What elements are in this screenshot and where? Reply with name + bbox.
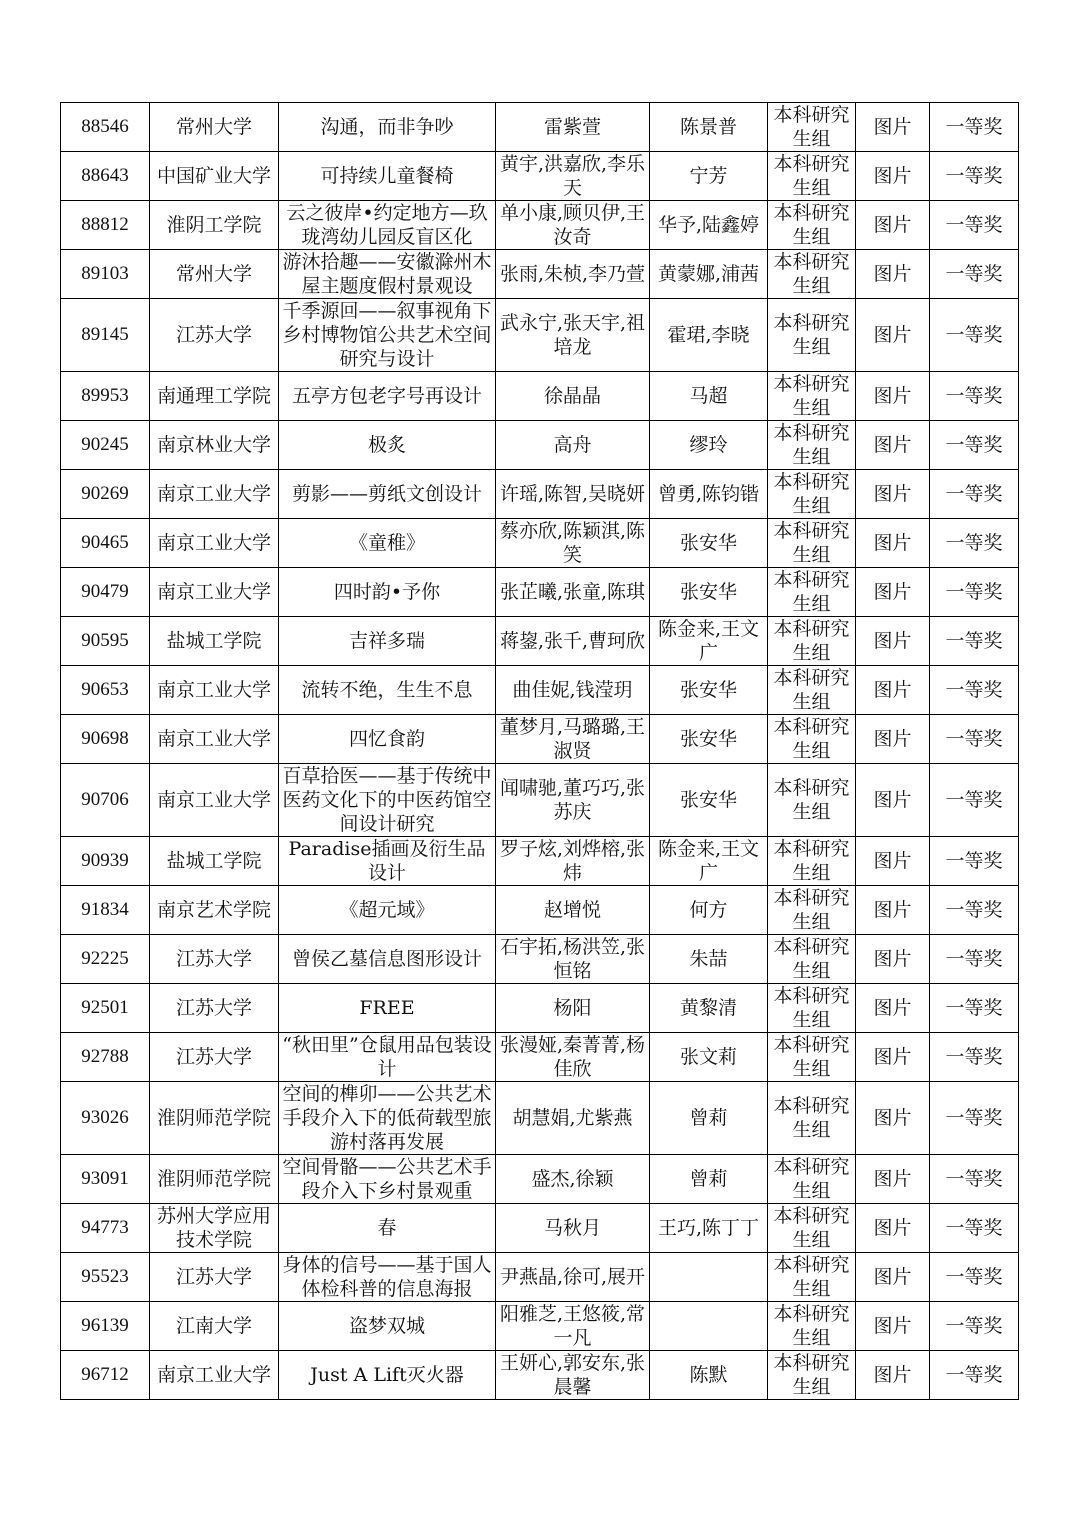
- cell-category: 本科研究生组: [768, 764, 856, 837]
- cell-award: 一等奖: [930, 1253, 1019, 1302]
- cell-title: 极炙: [279, 421, 496, 470]
- cell-category: 本科研究生组: [768, 470, 856, 519]
- cell-title: 流转不绝，生生不息: [279, 666, 496, 715]
- cell-type: 图片: [856, 764, 930, 837]
- cell-title: Just A Lift灭火器: [279, 1351, 496, 1400]
- cell-category: 本科研究生组: [768, 1033, 856, 1082]
- cell-authors: 杨阳: [496, 984, 650, 1033]
- cell-award: 一等奖: [930, 103, 1019, 152]
- cell-school: 江苏大学: [150, 1253, 279, 1302]
- cell-category: 本科研究生组: [768, 837, 856, 886]
- cell-type: 图片: [856, 666, 930, 715]
- cell-type: 图片: [856, 250, 930, 299]
- cell-authors: 张雨,朱桢,李乃萱: [496, 250, 650, 299]
- table-row: [61, 152, 1019, 201]
- cell-award: 一等奖: [930, 201, 1019, 250]
- cell-title: 五亭方包老字号再设计: [279, 372, 496, 421]
- cell-school: 苏州大学应用技术学院: [150, 1204, 279, 1253]
- cell-school: 淮阴工学院: [150, 201, 279, 250]
- table-row: [61, 1082, 1019, 1155]
- cell-award: 一等奖: [930, 984, 1019, 1033]
- cell-id: 92501: [61, 984, 150, 1033]
- cell-award: 一等奖: [930, 519, 1019, 568]
- cell-category: 本科研究生组: [768, 1302, 856, 1351]
- cell-id: 90595: [61, 617, 150, 666]
- cell-type: 图片: [856, 1033, 930, 1082]
- table-row: [61, 1351, 1019, 1400]
- cell-authors: 蔡亦欣,陈颖淇,陈笑: [496, 519, 650, 568]
- cell-category: 本科研究生组: [768, 421, 856, 470]
- cell-id: 93026: [61, 1082, 150, 1155]
- cell-school: 南京艺术学院: [150, 886, 279, 935]
- table-row: [61, 421, 1019, 470]
- cell-title: 四时韵•予你: [279, 568, 496, 617]
- table-row: [61, 764, 1019, 837]
- cell-award: 一等奖: [930, 299, 1019, 372]
- cell-award: 一等奖: [930, 1033, 1019, 1082]
- cell-id: 92225: [61, 935, 150, 984]
- table-row: [61, 470, 1019, 519]
- cell-advisors: 陈默: [650, 1351, 768, 1400]
- cell-id: 95523: [61, 1253, 150, 1302]
- cell-authors: 高舟: [496, 421, 650, 470]
- cell-award: 一等奖: [930, 666, 1019, 715]
- cell-type: 图片: [856, 1155, 930, 1204]
- cell-school: 南京工业大学: [150, 568, 279, 617]
- cell-id: 91834: [61, 886, 150, 935]
- cell-advisors: 马超: [650, 372, 768, 421]
- cell-award: 一等奖: [930, 568, 1019, 617]
- cell-authors: 尹燕晶,徐可,展开: [496, 1253, 650, 1302]
- cell-title: 曾侯乙墓信息图形设计: [279, 935, 496, 984]
- cell-type: 图片: [856, 201, 930, 250]
- cell-advisors: 曾莉: [650, 1082, 768, 1155]
- cell-award: 一等奖: [930, 1204, 1019, 1253]
- cell-advisors: 宁芳: [650, 152, 768, 201]
- cell-authors: 石宇拓,杨洪笠,张恒铭: [496, 935, 650, 984]
- cell-type: 图片: [856, 837, 930, 886]
- cell-id: 88643: [61, 152, 150, 201]
- cell-award: 一等奖: [930, 250, 1019, 299]
- table-row: [61, 568, 1019, 617]
- cell-advisors: 张文莉: [650, 1033, 768, 1082]
- cell-school: 江苏大学: [150, 935, 279, 984]
- cell-award: 一等奖: [930, 470, 1019, 519]
- cell-id: 90939: [61, 837, 150, 886]
- cell-title: 百草拾医——基于传统中医药文化下的中医药馆空间设计研究: [279, 764, 496, 837]
- cell-id: 90706: [61, 764, 150, 837]
- table-row: [61, 886, 1019, 935]
- cell-type: 图片: [856, 1253, 930, 1302]
- cell-type: 图片: [856, 715, 930, 764]
- cell-advisors: 黄蒙娜,浦茜: [650, 250, 768, 299]
- cell-school: 盐城工学院: [150, 837, 279, 886]
- cell-category: 本科研究生组: [768, 568, 856, 617]
- cell-type: 图片: [856, 470, 930, 519]
- table-row: [61, 1204, 1019, 1253]
- cell-authors: 曲佳妮,钱滢玥: [496, 666, 650, 715]
- cell-advisors: 张安华: [650, 519, 768, 568]
- cell-advisors: [650, 1302, 768, 1351]
- cell-type: 图片: [856, 1082, 930, 1155]
- cell-school: 南京林业大学: [150, 421, 279, 470]
- cell-authors: 单小康,顾贝伊,王汝奇: [496, 201, 650, 250]
- cell-type: 图片: [856, 568, 930, 617]
- cell-advisors: 张安华: [650, 715, 768, 764]
- table-row: [61, 103, 1019, 152]
- table-row: [61, 1033, 1019, 1082]
- cell-title: 盗梦双城: [279, 1302, 496, 1351]
- cell-authors: 雷紫萱: [496, 103, 650, 152]
- cell-authors: 赵增悦: [496, 886, 650, 935]
- cell-advisors: 张安华: [650, 568, 768, 617]
- table-row: [61, 250, 1019, 299]
- cell-award: 一等奖: [930, 886, 1019, 935]
- cell-category: 本科研究生组: [768, 935, 856, 984]
- cell-authors: 武永宁,张天宇,祖培龙: [496, 299, 650, 372]
- cell-advisors: 黄黎清: [650, 984, 768, 1033]
- cell-id: 88546: [61, 103, 150, 152]
- cell-school: 江苏大学: [150, 299, 279, 372]
- cell-category: 本科研究生组: [768, 715, 856, 764]
- table-row: [61, 666, 1019, 715]
- cell-advisors: 陈金来,王文广: [650, 617, 768, 666]
- cell-category: 本科研究生组: [768, 152, 856, 201]
- cell-type: 图片: [856, 886, 930, 935]
- cell-title: 游沐拾趣——安徽滁州木屋主题度假村景观设: [279, 250, 496, 299]
- cell-title: 空间的榫卯——公共艺术手段介入下的低荷载型旅游村落再发展: [279, 1082, 496, 1155]
- cell-award: 一等奖: [930, 421, 1019, 470]
- cell-school: 南京工业大学: [150, 764, 279, 837]
- cell-authors: 盛杰,徐颖: [496, 1155, 650, 1204]
- cell-school: 中国矿业大学: [150, 152, 279, 201]
- cell-type: 图片: [856, 1204, 930, 1253]
- cell-school: 盐城工学院: [150, 617, 279, 666]
- cell-type: 图片: [856, 152, 930, 201]
- cell-title: 四忆食韵: [279, 715, 496, 764]
- table-row: [61, 984, 1019, 1033]
- cell-school: 南京工业大学: [150, 1351, 279, 1400]
- cell-type: 图片: [856, 299, 930, 372]
- cell-school: 南京工业大学: [150, 666, 279, 715]
- cell-authors: 徐晶晶: [496, 372, 650, 421]
- table-body: [61, 103, 1019, 1400]
- cell-authors: 董梦月,马璐璐,王淑贤: [496, 715, 650, 764]
- cell-authors: 许瑶,陈智,吴晓妍: [496, 470, 650, 519]
- cell-category: 本科研究生组: [768, 1082, 856, 1155]
- cell-category: 本科研究生组: [768, 299, 856, 372]
- cell-advisors: 张安华: [650, 764, 768, 837]
- cell-title: 吉祥多瑞: [279, 617, 496, 666]
- cell-type: 图片: [856, 935, 930, 984]
- cell-type: 图片: [856, 421, 930, 470]
- cell-title: 《童稚》: [279, 519, 496, 568]
- cell-authors: 蒋鋆,张千,曹珂欣: [496, 617, 650, 666]
- cell-school: 淮阴师范学院: [150, 1155, 279, 1204]
- cell-school: 淮阴师范学院: [150, 1082, 279, 1155]
- cell-id: 96712: [61, 1351, 150, 1400]
- cell-title: 可持续儿童餐椅: [279, 152, 496, 201]
- cell-school: 江苏大学: [150, 1033, 279, 1082]
- cell-category: 本科研究生组: [768, 103, 856, 152]
- table-row: [61, 1302, 1019, 1351]
- cell-award: 一等奖: [930, 372, 1019, 421]
- cell-school: 江苏大学: [150, 984, 279, 1033]
- cell-title: 春: [279, 1204, 496, 1253]
- cell-authors: 罗子炫,刘烨榕,张炜: [496, 837, 650, 886]
- cell-type: 图片: [856, 1302, 930, 1351]
- cell-id: 94773: [61, 1204, 150, 1253]
- cell-category: 本科研究生组: [768, 617, 856, 666]
- cell-award: 一等奖: [930, 935, 1019, 984]
- cell-authors: 闻啸驰,董巧巧,张苏庆: [496, 764, 650, 837]
- table-row: [61, 617, 1019, 666]
- cell-award: 一等奖: [930, 1082, 1019, 1155]
- table-row: [61, 1155, 1019, 1204]
- cell-id: 96139: [61, 1302, 150, 1351]
- cell-type: 图片: [856, 617, 930, 666]
- cell-id: 90653: [61, 666, 150, 715]
- cell-school: 常州大学: [150, 103, 279, 152]
- cell-id: 90479: [61, 568, 150, 617]
- cell-school: 江南大学: [150, 1302, 279, 1351]
- cell-school: 南京工业大学: [150, 715, 279, 764]
- cell-id: 90465: [61, 519, 150, 568]
- cell-authors: 王妍心,郭安东,张晨馨: [496, 1351, 650, 1400]
- cell-category: 本科研究生组: [768, 250, 856, 299]
- cell-advisors: [650, 1253, 768, 1302]
- cell-advisors: 陈景普: [650, 103, 768, 152]
- cell-school: 南京工业大学: [150, 470, 279, 519]
- cell-advisors: 霍珺,李晓: [650, 299, 768, 372]
- cell-award: 一等奖: [930, 152, 1019, 201]
- cell-category: 本科研究生组: [768, 886, 856, 935]
- cell-id: 88812: [61, 201, 150, 250]
- cell-id: 90269: [61, 470, 150, 519]
- cell-category: 本科研究生组: [768, 1204, 856, 1253]
- cell-title: FREE: [279, 984, 496, 1033]
- table-row: [61, 837, 1019, 886]
- cell-award: 一等奖: [930, 617, 1019, 666]
- cell-school: 南京工业大学: [150, 519, 279, 568]
- cell-advisors: 王巧,陈丁丁: [650, 1204, 768, 1253]
- cell-id: 92788: [61, 1033, 150, 1082]
- cell-title: 沟通，而非争吵: [279, 103, 496, 152]
- cell-type: 图片: [856, 519, 930, 568]
- cell-id: 93091: [61, 1155, 150, 1204]
- cell-advisors: 朱喆: [650, 935, 768, 984]
- cell-category: 本科研究生组: [768, 372, 856, 421]
- cell-category: 本科研究生组: [768, 201, 856, 250]
- cell-type: 图片: [856, 1351, 930, 1400]
- cell-category: 本科研究生组: [768, 666, 856, 715]
- cell-title: “秋田里”仓鼠用品包装设计: [279, 1033, 496, 1082]
- cell-advisors: 陈金来,王文广: [650, 837, 768, 886]
- cell-advisors: 缪玲: [650, 421, 768, 470]
- cell-id: 90698: [61, 715, 150, 764]
- cell-award: 一等奖: [930, 1351, 1019, 1400]
- cell-authors: 黄宇,洪嘉欣,李乐天: [496, 152, 650, 201]
- cell-title: 剪影——剪纸文创设计: [279, 470, 496, 519]
- table-row: [61, 715, 1019, 764]
- table-row: [61, 935, 1019, 984]
- cell-title: Paradise插画及衍生品设计: [279, 837, 496, 886]
- cell-category: 本科研究生组: [768, 1155, 856, 1204]
- cell-authors: 胡慧娟,尤紫燕: [496, 1082, 650, 1155]
- cell-title: 千季源回——叙事视角下乡村博物馆公共艺术空间研究与设计: [279, 299, 496, 372]
- cell-type: 图片: [856, 984, 930, 1033]
- cell-award: 一等奖: [930, 715, 1019, 764]
- cell-advisors: 何方: [650, 886, 768, 935]
- cell-advisors: 曾莉: [650, 1155, 768, 1204]
- cell-id: 89145: [61, 299, 150, 372]
- cell-title: 《超元域》: [279, 886, 496, 935]
- cell-advisors: 华予,陆鑫婷: [650, 201, 768, 250]
- cell-advisors: 曾勇,陈钧锴: [650, 470, 768, 519]
- cell-id: 89953: [61, 372, 150, 421]
- table-row: [61, 372, 1019, 421]
- table-row: [61, 1253, 1019, 1302]
- cell-type: 图片: [856, 372, 930, 421]
- cell-title: 空间骨骼——公共艺术手段介入下乡村景观重: [279, 1155, 496, 1204]
- cell-award: 一等奖: [930, 1155, 1019, 1204]
- cell-category: 本科研究生组: [768, 519, 856, 568]
- cell-title: 身体的信号——基于国人体检科普的信息海报: [279, 1253, 496, 1302]
- cell-award: 一等奖: [930, 837, 1019, 886]
- table-row: [61, 201, 1019, 250]
- cell-category: 本科研究生组: [768, 1351, 856, 1400]
- cell-authors: 马秋月: [496, 1204, 650, 1253]
- cell-category: 本科研究生组: [768, 984, 856, 1033]
- cell-type: 图片: [856, 103, 930, 152]
- cell-id: 89103: [61, 250, 150, 299]
- cell-advisors: 张安华: [650, 666, 768, 715]
- cell-award: 一等奖: [930, 1302, 1019, 1351]
- cell-authors: 张芷曦,张童,陈琪: [496, 568, 650, 617]
- table-row: [61, 519, 1019, 568]
- cell-title: 云之彼岸•约定地方—玖珑湾幼儿园反盲区化: [279, 201, 496, 250]
- cell-school: 常州大学: [150, 250, 279, 299]
- cell-authors: 张漫娅,秦菁菁,杨佳欣: [496, 1033, 650, 1082]
- cell-authors: 阳雅芝,王悠筱,常一凡: [496, 1302, 650, 1351]
- cell-id: 90245: [61, 421, 150, 470]
- cell-category: 本科研究生组: [768, 1253, 856, 1302]
- table-row: [61, 299, 1019, 372]
- cell-school: 南通理工学院: [150, 372, 279, 421]
- award-table: [60, 102, 1019, 1400]
- cell-award: 一等奖: [930, 764, 1019, 837]
